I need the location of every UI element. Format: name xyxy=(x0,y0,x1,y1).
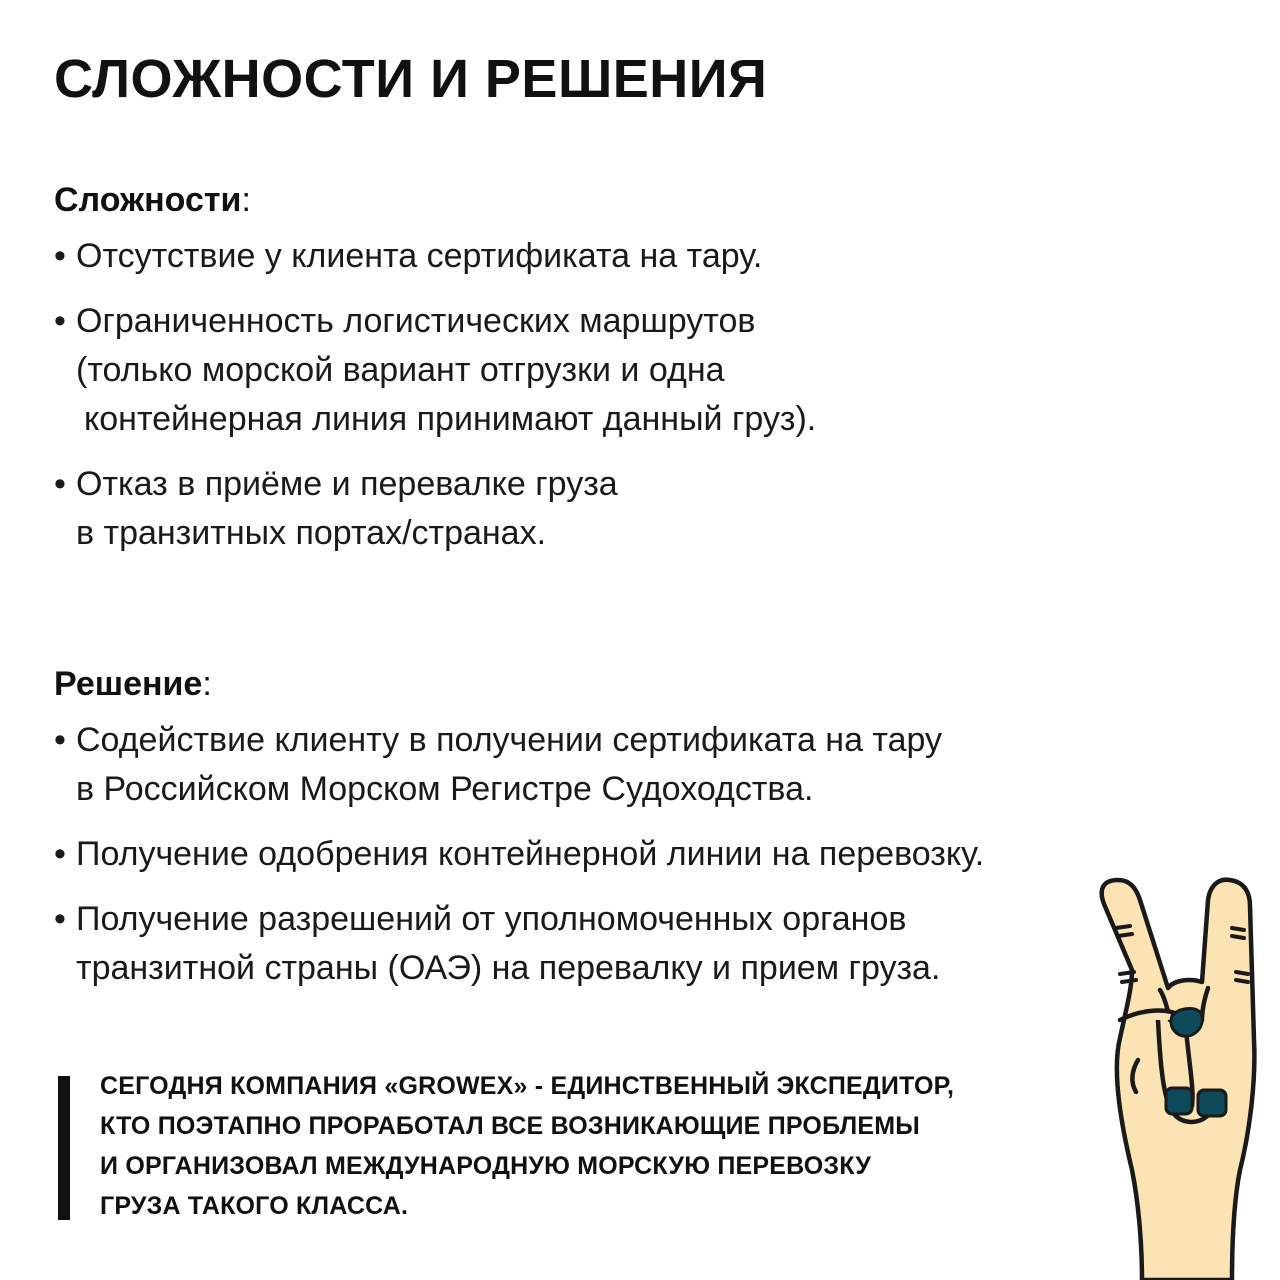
callout-line: СЕГОДНЯ КОМПАНИЯ «GROWEX» - ЕДИНСТВЕННЫЙ ЭКСПЕДИТОР, xyxy=(100,1072,955,1100)
challenges-list xyxy=(54,232,1184,558)
rock-hand-icon xyxy=(1090,870,1280,1280)
bullet: • xyxy=(54,237,66,275)
list-item-line: Ограниченность логистических маршрутов xyxy=(76,302,756,340)
challenges-heading-colon: : xyxy=(241,181,251,219)
solutions-section xyxy=(54,662,1184,1009)
bullet: • xyxy=(54,302,66,340)
list-item xyxy=(54,830,1184,879)
list-item-line: Получение одобрения контейнерной линии на перевозку. xyxy=(76,835,985,873)
solutions-heading-colon: : xyxy=(202,665,212,703)
list-item-line: Отсутствие у клиента сертификата на тару. xyxy=(76,237,763,275)
callout-line: КТО ПОЭТАПНО ПРОРАБОТАЛ ВСЕ ВОЗНИКАЮЩИЕ ПРОБЛЕМЫ xyxy=(100,1112,920,1140)
list-item xyxy=(54,460,1184,558)
solutions-heading xyxy=(54,662,1184,706)
solutions-heading-text: Решение xyxy=(54,665,203,703)
list-item-line: транзитной страны (ОАЭ) на перевалку и прием груза. xyxy=(76,949,941,987)
list-item-line: в транзитных портах/странах. xyxy=(76,514,547,552)
bullet: • xyxy=(54,900,66,938)
callout xyxy=(100,1066,1100,1226)
list-item xyxy=(54,716,1184,814)
list-item xyxy=(54,895,1184,993)
callout-accent-bar xyxy=(58,1076,70,1220)
bullet: • xyxy=(54,835,66,873)
list-item-line: Содействие клиенту в получении сертификата на тару xyxy=(76,721,943,759)
list-item-line: Получение разрешений от уполномоченных органов xyxy=(76,900,907,938)
page-title: СЛОЖНОСТИ И РЕШЕНИЯ xyxy=(54,49,768,109)
list-item-line: в Российском Морском Регистре Судоходства. xyxy=(76,770,814,808)
solutions-list xyxy=(54,716,1184,993)
challenges-heading xyxy=(54,178,1184,222)
list-item-line: Отказ в приёме и перевалке груза xyxy=(76,465,618,503)
bullet: • xyxy=(54,721,66,759)
callout-line: ГРУЗА ТАКОГО КЛАССА. xyxy=(100,1192,409,1220)
list-item-line: контейнерная линия принимают данный груз). xyxy=(84,400,817,438)
list-item xyxy=(54,232,1184,281)
list-item-line: (только морской вариант отгрузки и одна xyxy=(76,351,725,389)
callout-line: И ОРГАНИЗОВАЛ МЕЖДУНАРОДНУЮ МОРСКУЮ ПЕРЕВОЗКУ xyxy=(100,1152,872,1180)
challenges-heading-text: Сложности xyxy=(54,181,242,219)
challenges-section xyxy=(54,178,1184,574)
bullet: • xyxy=(54,465,66,503)
list-item xyxy=(54,297,1184,444)
